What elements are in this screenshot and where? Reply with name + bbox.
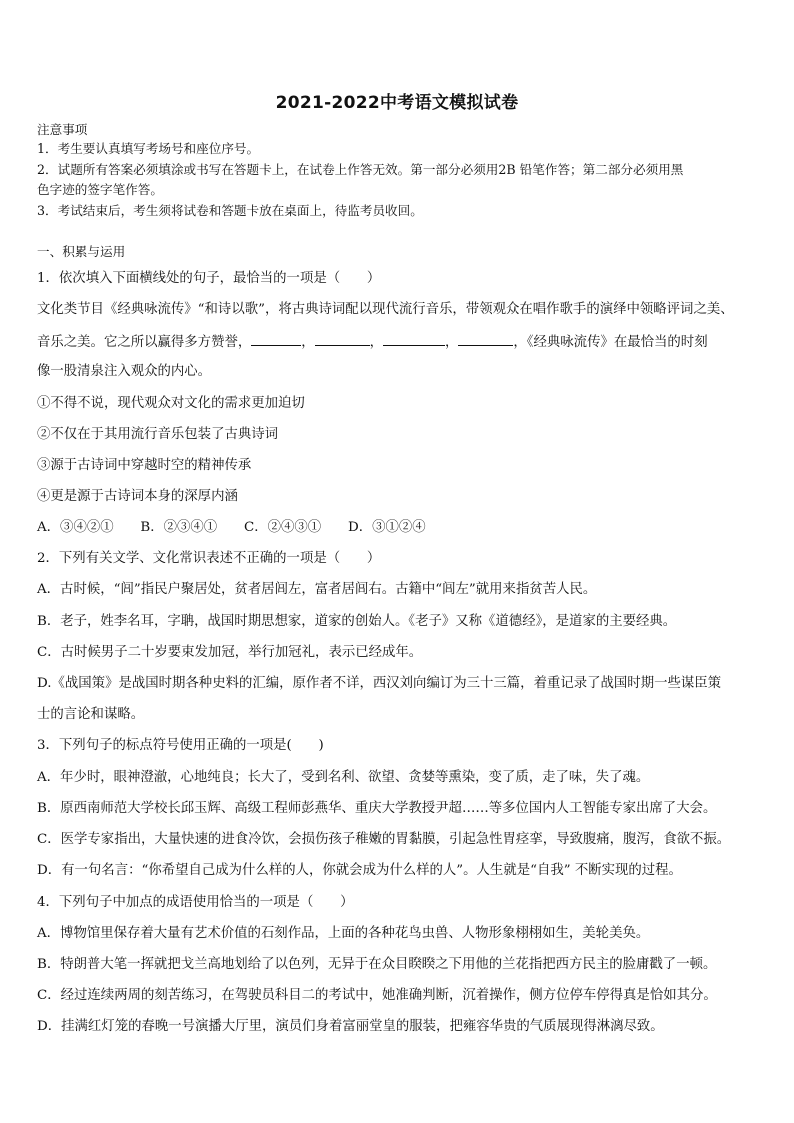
q1-passage-text: 音乐之美。它之所以赢得多方赞誉， (37, 335, 252, 350)
q1-passage-text: ，《经典咏流传》在最恰当的时刻 (513, 335, 708, 350)
note-item-2: 2．试题所有答案必须填涂或书写在答题卡上，在试卷上作答无效。第一部分必须用2B 铅笔作答；第二部分必须用黑 (37, 162, 684, 177)
q3-option-c: C．医学专家指出，大量快速的进食冷饮，会损伤孩子稚嫩的胃黏膜，引起急性胃痉挛，导致腹痛，腹泻，食欲不振。 (37, 832, 731, 847)
q1-separator: ， (369, 335, 384, 350)
q1-sentence-4: ④更是源于古诗词本身的深厚内涵 (37, 489, 238, 504)
q4-option-c: C．经过连续两周的刻苦练习，在驾驶员科目二的考试中，她准确判断，沉着操作，侧方位停车停得真是恰如其分。 (37, 988, 717, 1003)
q1-passage-line-2 (37, 333, 708, 351)
q3-option-a: A．年少时，眼神澄澈，心地纯良；长大了，受到名利、欲望、贪婪等熏染，变了质，走了味，失了魂。 (37, 770, 650, 785)
q1-passage-line-1: 文化类节目《经典咏流传》“和诗以歌”，将古典诗词配以现代流行音乐，带领观众在唱作歌手的演绎中领略评词之美、 (37, 302, 734, 317)
q1-options: A．③④②① B．②③④① C．②④③① D．③①②④ (37, 520, 426, 535)
q2-option-c: C．古时候男子二十岁要束发加冠，举行加冠礼，表示已经成年。 (37, 645, 423, 660)
q1-blank-1 (251, 333, 301, 346)
q2-stem: 2．下列有关文学、文化常识表述不正确的一项是（ ） (37, 551, 381, 566)
note-item-1: 1．考生要认真填写考场号和座位序号。 (37, 141, 260, 156)
q1-blank-4 (458, 333, 513, 346)
q3-option-b: B．原西南师范大学校长邱玉辉、高级工程师彭燕华、重庆大学教授尹超……等多位国内人工智能专家出席了大会。 (37, 801, 717, 816)
q1-separator: ， (445, 335, 459, 350)
q1-blank-3 (383, 333, 445, 346)
note-item-2-cont: 色字迹的签字笔作答。 (37, 182, 163, 197)
q4-option-b: B．特朗普大笔一挥就把戈兰高地划给了以色列，无异于在众目睽睽之下用他的兰花指把西方民主的脸庸戳了一顿。 (37, 957, 717, 972)
q1-sentence-2: ②不仅在于其用流行音乐包装了古典诗词 (37, 427, 279, 442)
q4-stem: 4．下列句子中加点的成语使用恰当的一项是（ ） (37, 895, 354, 910)
q1-sentence-3: ③源于古诗词中穿越时空的精神传承 (37, 458, 252, 473)
q1-passage-line-3: 像一股清泉注入观众的内心。 (37, 364, 212, 379)
q2-option-d: D.《战国策》是战国时期各种史料的汇编，原作者不详，西汉刘向编订为三十三篇，着重记录了战国时期一些谋臣策 (37, 676, 722, 691)
q4-option-a: A．博物馆里保存着大量有艺术价值的石刻作品，上面的各种花鸟虫兽、人物形象栩栩如生，美轮美奂。 (37, 926, 650, 941)
q3-option-d: D．有一句名言：“你希望自己成为什么样的人，你就会成为什么样的人”。人生就是“自我” 不断实现的过程。 (37, 863, 682, 878)
q2-option-b: B．老子，姓李名耳，字聃，战国时期思想家，道家的创始人。《老子》又称《道德经》，是道家的主要经典。 (37, 614, 677, 629)
q1-sentence-1: ①不得不说，现代观众对文化的需求更加迫切 (37, 396, 305, 411)
q3-stem: 3．下列句子的标点符号使用正确的一项是( ) (37, 738, 324, 753)
section-heading: 一、积累与运用 (37, 244, 126, 259)
note-item-3: 3．考试结束后，考生须将试卷和答题卡放在桌面上，待监考员收回。 (37, 203, 423, 218)
q4-option-d: D．挂满红灯笼的春晚一号演播大厅里，演员们身着富丽堂皇的服装，把雍容华贵的气质展现得淋漓尽致。 (37, 1019, 664, 1034)
q2-option-d-cont: 士的言论和谋略。 (37, 707, 145, 722)
q1-stem: 1．依次填入下面横线处的句子，最恰当的一项是（ ） (37, 271, 381, 286)
page-title: 2021-2022中考语文模拟试卷 (275, 93, 519, 113)
q2-option-a: A．古时候，“闾”指民户聚居处，贫者居闾左，富者居闾右。古籍中“闾左”就用来指贫苦人民。 (37, 582, 597, 597)
q1-blank-2 (315, 333, 370, 346)
notes-heading: 注意事项 (37, 122, 88, 137)
q1-separator: ， (301, 335, 315, 350)
